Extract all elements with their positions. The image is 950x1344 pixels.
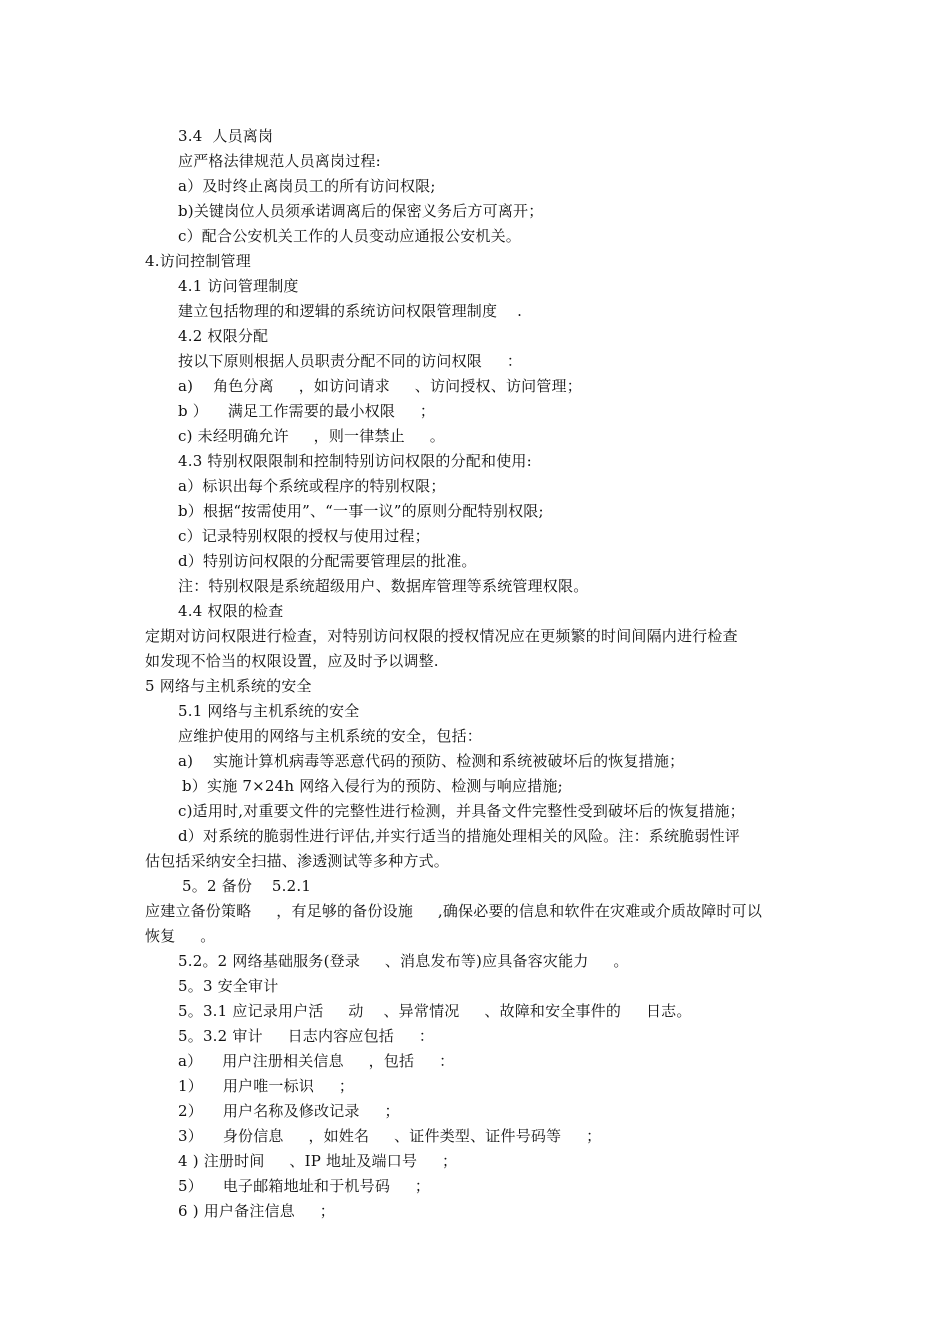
list-item-d: d）特别访问权限的分配需要管理层的批准。 [178,552,477,570]
section-4-1-heading: 4.1 访问管理制度 [178,277,299,295]
section-5-3-heading: 5。3 安全审计 [178,977,279,995]
list-item-5: 5） 电子邮箱地址和于机号码 ； [178,1177,431,1195]
list-item-b: b ） 满足工作需要的最小权限 ； [178,402,436,420]
section-4-4-heading: 4.4 权限的检查 [178,602,284,620]
note-line: 注：特别权限是系统超级用户、数据库管理等系统管理权限。 [178,577,589,595]
section-5-heading: 5 网络与主机系统的安全 [145,677,312,695]
paragraph-line: 5.2。2 网络基础服务(登录 、消息发布等)应具备容灾能力 。 [178,952,629,970]
paragraph-line: 5。3.2 审计 日志内容应包括 ： [178,1027,435,1045]
list-item-b: b）根据“按需使用”、“一事一议”的原则分配特别权限; [178,502,544,520]
paragraph-line: 5。3.1 应记录用户活 动 、异常情况 、故障和安全事件的 日志。 [178,1002,692,1020]
list-item-6: 6 ) 用户备注信息 ； [178,1202,335,1220]
section-4-3-heading: 4.3 特别权限限制和控制特别访问权限的分配和使用: [178,452,532,470]
paragraph-line: 应严格法律规范人员离岗过程: [178,152,381,170]
list-item-c: c)适用时,对重要文件的完整性进行检测，并具备文件完整性受到破坏后的恢复措施； [178,802,745,820]
paragraph-line: 应建立备份策略 ，有足够的备份设施 ,确保必要的信息和软件在灾难或介质故障时可以 [145,902,763,920]
list-item-a: a) 实施计算机病毒等恶意代码的预防、检测和系统被破坏后的恢复措施； [178,752,685,770]
list-item-a: a）及时终止离岗员工的所有访问权限; [178,177,436,195]
paragraph-line: 定期对访问权限进行检查，对特别访问权限的授权情况应在更频繁的时间间隔内进行检查 [145,627,738,645]
paragraph-line: 应维护使用的网络与主机系统的安全，包括： [178,727,483,745]
paragraph-line: 恢复 。 [145,927,216,945]
paragraph-line: 按以下原则根据人员职责分配不同的访问权限 ： [178,352,523,370]
list-item-a: a）标识出每个系统或程序的特别权限； [178,477,446,495]
list-item-2: 2） 用户名称及修改记录 ； [178,1102,400,1120]
paragraph-line: 如发现不恰当的权限设置，应及时予以调整. [145,652,439,670]
section-4-heading: 4.访问控制管理 [145,252,251,270]
paragraph-line: 建立包括物理的和逻辑的系统访问权限管理制度 . [178,302,523,320]
list-item-c: c）记录特别权限的授权与使用过程； [178,527,430,545]
list-item-d: d）对系统的脆弱性进行评估,并实行适当的措施处理相关的风险。注：系统脆弱性评 [178,827,740,845]
list-item-c: c) 未经明确允许 ，则一律禁止 。 [178,427,445,445]
list-item-c: c）配合公安机关工作的人员变动应通报公安机关。 [178,227,522,245]
section-5-1-heading: 5.1 网络与主机系统的安全 [178,702,360,720]
list-item-b: b）实施 7×24h 网络入侵行为的预防、检测与响应措施; [182,777,563,795]
list-item-3: 3） 身份信息 ，如姓名 、证件类型、证件号码等 ； [178,1127,602,1145]
list-item-1: 1） 用户唯一标识 ； [178,1077,355,1095]
list-item-b: b)关键岗位人员须承诺调离后的保密义务后方可离开； [178,202,544,220]
section-5-2-heading: 5。2 备份 5.2.1 [182,877,312,895]
list-item-4: 4 ) 注册时间 、IP 地址及端口号 ； [178,1152,458,1170]
paragraph-line: 估包括采纳安全扫描、渗透测试等多种方式。 [145,852,450,870]
list-item-a: a) 角色分离 ，如访问请求 、访问授权、访问管理； [178,377,582,395]
list-item-a: a） 用户注册相关信息 ，包括 ： [178,1052,455,1070]
section-4-2-heading: 4.2 权限分配 [178,327,269,345]
section-3-4-heading: 3.4 人员离岗 [178,127,274,145]
